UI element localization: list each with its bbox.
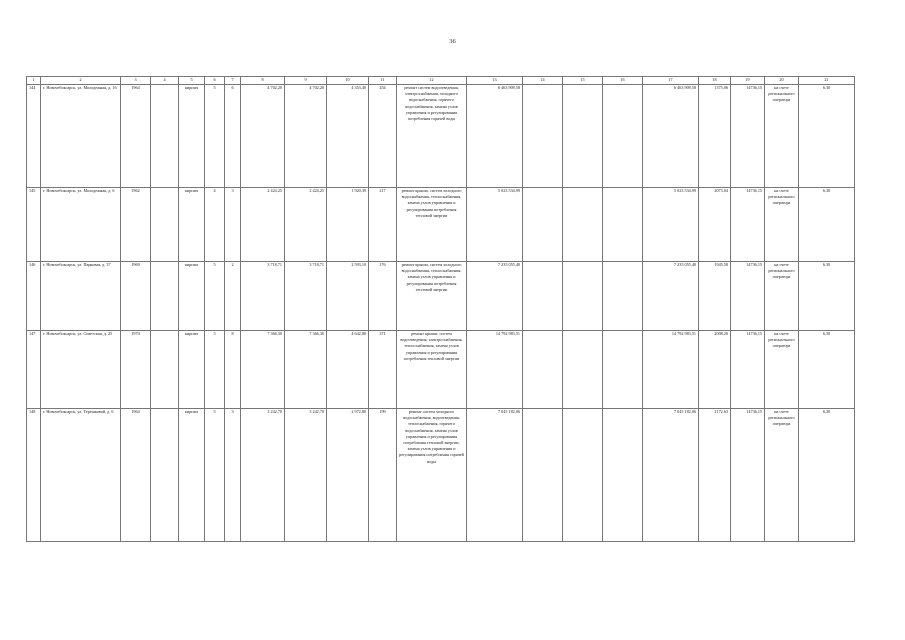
entrances-cell: 6 — [225, 85, 241, 188]
cost-sqm-cell: 1945,58 — [699, 262, 731, 331]
table-row — [27, 188, 855, 262]
table-cell — [523, 409, 563, 542]
table-cell — [603, 331, 643, 409]
page-number: 36 — [449, 38, 456, 45]
table-cell — [563, 331, 603, 409]
table-cell: 6,30 — [799, 85, 855, 188]
material-cell: кирпич — [179, 262, 205, 331]
table-row — [27, 85, 855, 188]
column-header: 1 — [27, 77, 41, 85]
floors-cell: 5 — [205, 331, 225, 409]
entrances-cell: 3 — [225, 188, 241, 262]
table-cell — [151, 331, 179, 409]
residents-cell: 176 — [369, 262, 397, 331]
column-header: 11 — [369, 77, 397, 85]
column-header: 4 — [151, 77, 179, 85]
material-cell: кирпич — [179, 331, 205, 409]
entrances-cell: 8 — [225, 331, 241, 409]
table-cell — [603, 85, 643, 188]
floors-cell: 5 — [205, 85, 225, 188]
area-total-cell: 2 424,25 — [241, 188, 285, 262]
area-cell: 2 593,10 — [327, 262, 369, 331]
area-total-cell: 3 242,70 — [241, 409, 285, 542]
address-cell: г. Новочебоксарск, ул. Молодежная, д. 6 — [41, 188, 121, 262]
area-total-cell: 4 702,20 — [241, 85, 285, 188]
table-cell — [151, 409, 179, 542]
area-cell: 2 424,25 — [285, 188, 327, 262]
table-cell — [151, 85, 179, 188]
cost-sqm-cell: 2073,04 — [699, 188, 731, 262]
row-number: 146 — [27, 262, 41, 331]
table-cell — [523, 331, 563, 409]
cost-owners-cell: 6 463 909,58 — [643, 85, 699, 188]
material-cell: кирпич — [179, 188, 205, 262]
floors-cell: 5 — [205, 262, 225, 331]
table-cell — [603, 262, 643, 331]
table-cell — [523, 188, 563, 262]
table-cell — [563, 188, 603, 262]
entrances-cell: 3 — [225, 409, 241, 542]
table-cell: 6,30 — [799, 262, 855, 331]
cost-total-cell: 7 235 055,40 — [467, 262, 523, 331]
column-header: 20 — [765, 77, 799, 85]
area-cell: 4 353,40 — [327, 85, 369, 188]
funding-cell: на счете регионального оператора — [765, 262, 799, 331]
table-cell: 6,30 — [799, 409, 855, 542]
row-number: 145 — [27, 188, 41, 262]
column-header: 6 — [205, 77, 225, 85]
table-cell: 6,30 — [799, 331, 855, 409]
column-header: 8 — [241, 77, 285, 85]
area-cell: 2 972,80 — [327, 409, 369, 542]
cost-total-cell: 7 045 182,06 — [467, 409, 523, 542]
residents-cell: 199 — [369, 409, 397, 542]
column-header: 15 — [563, 77, 603, 85]
cost-owners-cell: 7 045 182,06 — [643, 409, 699, 542]
column-header: 14 — [523, 77, 563, 85]
column-header: 3 — [121, 77, 151, 85]
floors-cell: 5 — [205, 409, 225, 542]
row-number: 147 — [27, 331, 41, 409]
row-number: 148 — [27, 409, 41, 542]
works-cell: ремонт крыши, систем холодного водоснабжения, теплоснабжения, замена узлов управления и регулирования потребления тепловой энергии — [397, 188, 467, 262]
address-cell: г. Новочебоксарск, ул. Терешковой, д. 6 — [41, 409, 121, 542]
limit-sqm-cell: 14736,15 — [731, 85, 765, 188]
table-cell — [523, 262, 563, 331]
address-cell: г. Новочебоксарск, ул. Парковая, д. 37 — [41, 262, 121, 331]
funding-cell: на счете регионального оператора — [765, 331, 799, 409]
column-header: 16 — [603, 77, 643, 85]
column-header: 9 — [285, 77, 327, 85]
table-cell — [151, 188, 179, 262]
material-cell: кирпич — [179, 85, 205, 188]
works-cell: ремонт систем водоотведения, электроснабжения, холодного водоснабжения, горячего водоснабжения, замена узлов управления и регулирования потребления горячей воды — [397, 85, 467, 188]
column-header: 2 — [41, 77, 121, 85]
table-cell — [151, 262, 179, 331]
table-cell — [603, 409, 643, 542]
table-cell — [563, 409, 603, 542]
funding-cell: на счете регионального оператора — [765, 188, 799, 262]
year-cell: 1964 — [121, 409, 151, 542]
cost-sqm-cell: 2172,63 — [699, 409, 731, 542]
area-cell: 3 242,70 — [285, 409, 327, 542]
column-header: 18 — [699, 77, 731, 85]
cost-owners-cell: 7 235 055,40 — [643, 262, 699, 331]
table-cell — [563, 262, 603, 331]
residents-cell: 254 — [369, 85, 397, 188]
limit-sqm-cell: 14736,15 — [731, 331, 765, 409]
entrances-cell: 2 — [225, 262, 241, 331]
capital-repair-table — [26, 76, 855, 542]
limit-sqm-cell: 14736,15 — [731, 262, 765, 331]
address-cell: г. Новочебоксарск, ул. Советская, д. 25 — [41, 331, 121, 409]
cost-owners-cell: 5 023 534,99 — [643, 188, 699, 262]
column-header: 17 — [643, 77, 699, 85]
table-cell — [563, 85, 603, 188]
area-cell: 1 920,39 — [327, 188, 369, 262]
table-cell — [523, 85, 563, 188]
area-total-cell: 3 718,71 — [241, 262, 285, 331]
residents-cell: 371 — [369, 331, 397, 409]
address-cell: г. Новочебоксарск, ул. Молодежная, д. 16 — [41, 85, 121, 188]
area-cell: 4 702,20 — [285, 85, 327, 188]
column-header: 19 — [731, 77, 765, 85]
header-row — [27, 77, 855, 85]
table-cell — [603, 188, 643, 262]
cost-total-cell: 6 463 909,58 — [467, 85, 523, 188]
works-cell: ремонт систем холодного водоснабжения, водоотведения, теплоснабжения, горячего водоснабжения, замена узлов управления и регулирования потребления тепловой энергии, замена узлов управления и регулирования потребления горячей воды — [397, 409, 467, 542]
area-total-cell: 7 366,30 — [241, 331, 285, 409]
area-cell: 4 642,80 — [327, 331, 369, 409]
column-header: 10 — [327, 77, 369, 85]
column-header: 13 — [467, 77, 523, 85]
row-number: 144 — [27, 85, 41, 188]
works-cell: ремонт крыши, систем холодного водоснабжения, теплоснабжения, замена узлов управления и регулирования потребления тепловой энергии — [397, 262, 467, 331]
limit-sqm-cell: 14736,15 — [731, 409, 765, 542]
year-cell: 1962 — [121, 188, 151, 262]
residents-cell: 217 — [369, 188, 397, 262]
limit-sqm-cell: 14736,15 — [731, 188, 765, 262]
column-header: 7 — [225, 77, 241, 85]
year-cell: 1970 — [121, 331, 151, 409]
column-header: 5 — [179, 77, 205, 85]
year-cell: 1964 — [121, 85, 151, 188]
table-cell: 6,30 — [799, 188, 855, 262]
funding-cell: на счете регионального оператора — [765, 409, 799, 542]
cost-sqm-cell: 2008,20 — [699, 331, 731, 409]
works-cell: ремонт крыши, систем водоотведения, электроснабжения, теплоснабжения, замена узлов управления и регулирования потребления тепловой энергии — [397, 331, 467, 409]
table-row — [27, 409, 855, 542]
cost-total-cell: 5 023 534,99 — [467, 188, 523, 262]
year-cell: 1969 — [121, 262, 151, 331]
area-cell: 3 718,71 — [285, 262, 327, 331]
cost-total-cell: 14 792 983,51 — [467, 331, 523, 409]
floors-cell: 4 — [205, 188, 225, 262]
table-row — [27, 262, 855, 331]
table-row — [27, 331, 855, 409]
cost-sqm-cell: 1375,06 — [699, 85, 731, 188]
material-cell: кирпич — [179, 409, 205, 542]
area-cell: 7 366,30 — [285, 331, 327, 409]
cost-owners-cell: 14 792 983,51 — [643, 331, 699, 409]
column-header: 21 — [799, 77, 855, 85]
funding-cell: на счете регионального оператора — [765, 85, 799, 188]
column-header: 12 — [397, 77, 467, 85]
